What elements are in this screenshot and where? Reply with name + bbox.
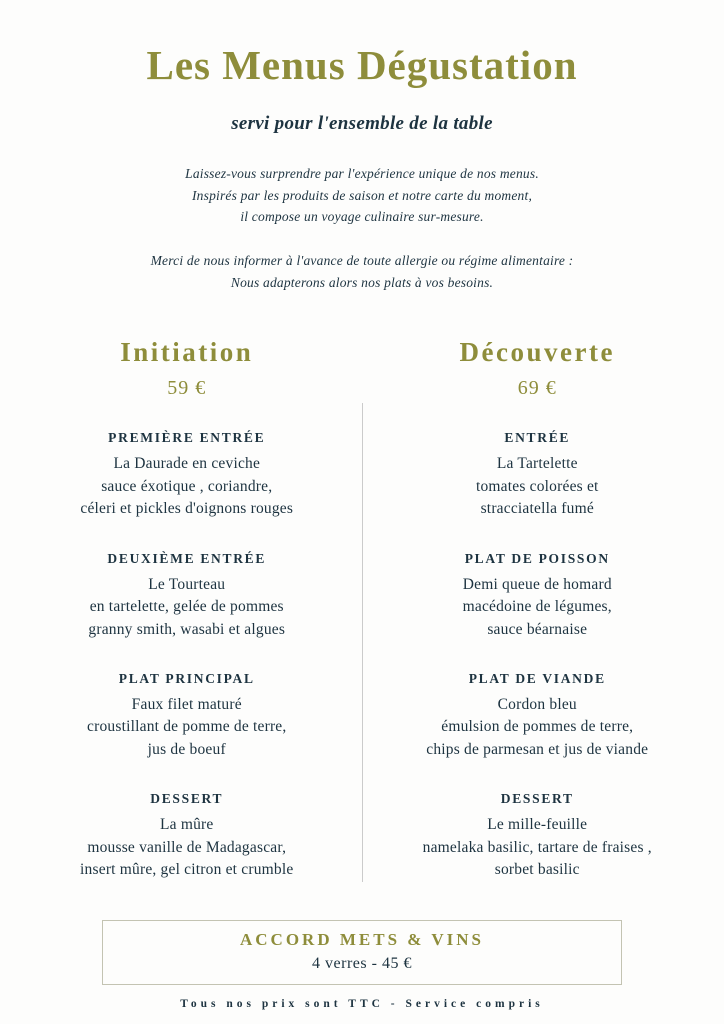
course-line: sorbet basilic [494, 861, 580, 879]
course-line: Cordon bleu [497, 695, 577, 713]
course-label: DEUXIÈME ENTRÉE [107, 550, 267, 566]
course-line: La Tartelette [496, 455, 578, 473]
page-title: Les Menus Dégustation [146, 42, 578, 88]
course-line: sauce béarnaise [487, 620, 588, 638]
course-line: namelaka basilic, tartare de fraises , [422, 838, 652, 856]
course-label: ENTRÉE [504, 430, 571, 446]
menu-columns [0, 337, 724, 882]
intro-paragraph-2 [0, 250, 724, 293]
intro-paragraph-1 [0, 163, 724, 228]
intro-line: Laissez-vous surprendre par l'expérience unique de nos menus. [185, 166, 539, 182]
course-line: Faux filet maturé [131, 695, 242, 713]
intro-line: Merci de nous informer à l'avance de toute allergie ou régime alimentaire : [150, 252, 574, 268]
course-line: La mûre [160, 816, 214, 834]
course-line: chips de parmesan et jus de viande [426, 740, 649, 758]
intro-line: Inspirés par les produits de saison et notre carte du moment, [191, 187, 533, 203]
course-line: en tartelette, gelée de pommes [89, 598, 284, 616]
menu-initiation [12, 337, 362, 882]
menu-price: 59 € [167, 377, 207, 400]
course [363, 671, 713, 761]
course [363, 791, 713, 881]
course-line: stracciatella fumé [480, 500, 594, 518]
course-label: PLAT PRINCIPAL [118, 670, 255, 686]
course-label: DESSERT [500, 791, 574, 807]
wine-pairing-price: 4 verres - 45 € [312, 954, 412, 972]
course-line: mousse vanille de Madagascar, [87, 838, 287, 856]
wine-pairing-title: ACCORD METS & VINS [239, 929, 484, 949]
menu-title: Initiation [120, 337, 254, 368]
course-line: La Daurade en ceviche [113, 455, 261, 473]
course-label: DESSERT [150, 791, 224, 807]
course [12, 791, 362, 881]
course-label: PLAT DE POISSON [464, 550, 610, 566]
course-label: PLAT DE VIANDE [468, 670, 606, 686]
page-subtitle: servi pour l'ensemble de la table [231, 113, 493, 135]
course [363, 430, 713, 520]
course [12, 671, 362, 761]
footer-note: Tous nos prix sont TTC - Service compris [180, 997, 544, 1010]
course-line: insert mûre, gel citron et crumble [80, 861, 294, 879]
menu-decouverte [363, 337, 713, 882]
menu-title: Découverte [459, 337, 615, 368]
course-line: Le mille-feuille [487, 816, 588, 834]
course-line: granny smith, wasabi et algues [88, 620, 286, 638]
course-line: croustillant de pomme de terre, [87, 718, 287, 736]
intro-line: il compose un voyage culinaire sur-mesure. [240, 209, 484, 225]
course [363, 551, 713, 641]
course-line: émulsion de pommes de terre, [441, 718, 634, 736]
course-line: macédoine de légumes, [462, 598, 612, 616]
course [12, 551, 362, 641]
intro-line: Nous adapterons alors nos plats à vos besoins. [230, 274, 494, 290]
course-line: Demi queue de homard [462, 575, 612, 593]
course-line: tomates colorées et [475, 477, 599, 495]
course-line: Le Tourteau [148, 575, 226, 593]
menu-price: 69 € [517, 377, 557, 400]
course [12, 430, 362, 520]
course-label: PREMIÈRE ENTRÉE [108, 430, 266, 446]
course-line: sauce éxotique , coriandre, [101, 477, 273, 495]
course-line: céleri et pickles d'oignons rouges [80, 500, 294, 518]
course-line: jus de boeuf [147, 740, 226, 758]
wine-pairing-box [102, 920, 622, 985]
